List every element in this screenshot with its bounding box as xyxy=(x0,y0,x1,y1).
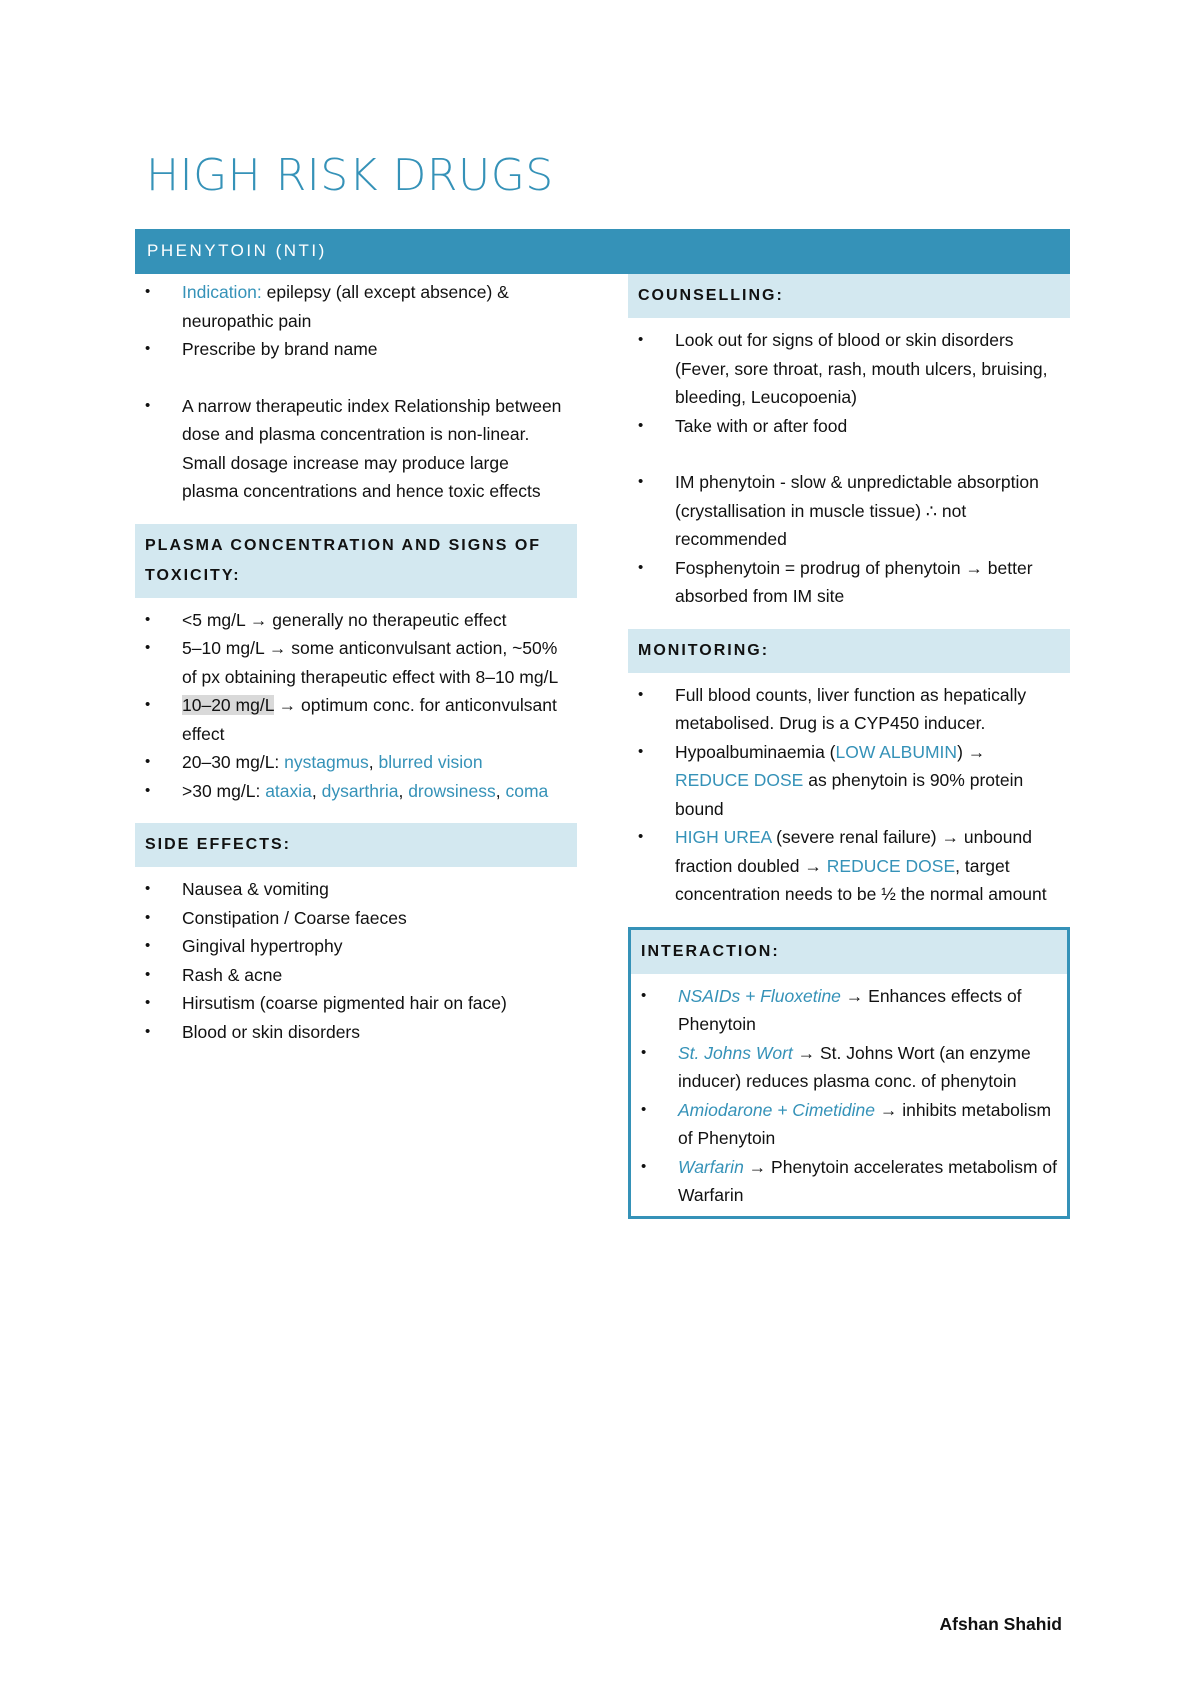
item-text: Blood or skin disorders xyxy=(182,1021,360,1042)
list-item xyxy=(628,326,1070,412)
item-text: A narrow therapeutic index Relationship between dose and plasma concentration is non-linear. Small dosage increase may produce large plasma concentrations and hence toxic effects xyxy=(182,395,562,501)
list-item xyxy=(135,278,577,335)
side-effects-list xyxy=(135,867,577,1046)
list-item xyxy=(628,554,1070,611)
list-item xyxy=(628,681,1070,738)
item-text: Nausea & vomiting xyxy=(182,879,329,899)
list-item xyxy=(628,823,1070,909)
item-text: Hypoalbuminaemia ( xyxy=(675,741,836,762)
list-item xyxy=(135,335,577,364)
interaction-list xyxy=(631,974,1067,1216)
list-item xyxy=(628,738,1070,824)
monitoring-list xyxy=(628,673,1070,909)
list-item xyxy=(135,1018,577,1047)
item-text: → inhibits metabolism of Phenytoin xyxy=(678,1099,1052,1148)
counselling-list xyxy=(628,318,1070,611)
highlighted-text: REDUCE DOSE xyxy=(826,855,956,876)
list-item xyxy=(135,691,577,748)
list-item xyxy=(631,1039,1067,1096)
item-text: Constipation / Coarse faeces xyxy=(182,907,407,928)
list-item xyxy=(628,412,1070,441)
list-item xyxy=(135,777,577,806)
intro-list xyxy=(135,274,577,506)
interaction-box xyxy=(628,927,1070,1219)
item-text: as phenytoin is 90% protein bound xyxy=(675,770,1024,819)
author-name: Afshan Shahid xyxy=(939,1614,1062,1634)
highlighted-text: drowsiness xyxy=(408,780,496,801)
interaction-heading: INTERACTION: xyxy=(631,930,1067,974)
list-item xyxy=(135,748,577,777)
highlighted-text: coma xyxy=(505,780,549,801)
drug-header-label: PHENYTOIN (NTI) xyxy=(147,241,327,260)
list-item xyxy=(135,606,577,635)
list-item xyxy=(135,961,577,990)
item-text: Look out for signs of blood or skin disorders (Fever, sore throat, rash, mouth ulcers, bruising, bleeding, Leucopoenia) xyxy=(675,330,1048,407)
list-item xyxy=(135,392,577,506)
list-item xyxy=(631,982,1067,1039)
highlighted-text: HIGH UREA xyxy=(675,827,772,847)
highlighted-text: St. Johns Wort xyxy=(678,1042,793,1063)
item-text: 20–30 mg/L: xyxy=(182,752,285,772)
page-title: HIGH RISK DRUGS xyxy=(146,150,554,201)
list-item xyxy=(135,634,577,691)
highlighted-text: LOW ALBUMIN xyxy=(835,741,958,762)
item-text: , xyxy=(495,780,506,801)
item-text: Rash & acne xyxy=(182,964,283,985)
list-item xyxy=(135,989,577,1018)
left-column xyxy=(135,274,577,1046)
item-text: IM phenytoin - slow & unpredictable absorption (crystallisation in muscle tissue) ∴ not recommended xyxy=(675,472,1039,549)
item-text: , xyxy=(311,780,322,801)
plasma-list xyxy=(135,598,577,806)
list-item xyxy=(135,875,577,904)
item-text: → St. Johns Wort (an enzyme inducer) reduces plasma conc. of phenytoin xyxy=(678,1042,1031,1091)
list-item xyxy=(135,904,577,933)
plasma-section-heading: PLASMA CONCENTRATION AND SIGNS OF TOXICITY: xyxy=(135,524,577,598)
item-text: Prescribe by brand name xyxy=(182,339,378,359)
item-text: , xyxy=(398,780,409,801)
item-text: , xyxy=(368,752,379,772)
monitoring-heading: MONITORING: xyxy=(628,629,1070,673)
highlighted-text: nystagmus xyxy=(284,752,369,772)
item-text: (severe renal failure) → unbound fraction doubled → xyxy=(675,827,1032,876)
highlighted-text: blurred vision xyxy=(378,752,483,772)
item-text: , target concentration needs to be ½ the normal amount xyxy=(675,855,1047,904)
item-text: Hirsutism (coarse pigmented hair on face) xyxy=(182,993,507,1013)
item-text: → Enhances effects of Phenytoin xyxy=(678,985,1022,1034)
list-item xyxy=(135,932,577,961)
highlighted-text: 10–20 mg/L xyxy=(182,695,274,715)
item-text: → optimum conc. for anticonvulsant effect xyxy=(182,695,557,744)
highlighted-text: ataxia xyxy=(265,780,312,801)
item-text: <5 mg/L → generally no therapeutic effect xyxy=(182,609,507,630)
highlighted-text: Amiodarone + Cimetidine xyxy=(678,1099,875,1120)
item-text: epilepsy (all except absence) & neuropathic pain xyxy=(182,282,509,331)
item-text: ) → xyxy=(957,741,986,762)
item-text: Fosphenytoin = prodrug of phenytoin → better absorbed from IM site xyxy=(675,557,1033,606)
counselling-heading: COUNSELLING: xyxy=(628,274,1070,318)
drug-header-bar xyxy=(135,229,1070,274)
side-effects-heading: SIDE EFFECTS: xyxy=(135,823,577,867)
highlighted-text: Warfarin xyxy=(678,1156,744,1177)
item-text: Take with or after food xyxy=(675,415,848,436)
highlighted-text: NSAIDs + Fluoxetine xyxy=(678,985,841,1006)
highlighted-text: REDUCE DOSE xyxy=(675,770,804,790)
highlighted-text: dysarthria xyxy=(321,780,399,801)
right-column xyxy=(628,274,1070,1219)
list-item xyxy=(628,468,1070,554)
item-text: >30 mg/L: xyxy=(182,780,266,801)
item-text: 5–10 mg/L → some anticonvulsant action, ~50% of px obtaining therapeutic effect with 8–10 mg/L xyxy=(182,638,559,687)
list-item xyxy=(631,1096,1067,1153)
highlighted-text: Indication: xyxy=(182,282,262,302)
item-text: Gingival hypertrophy xyxy=(182,936,343,956)
list-item xyxy=(631,1153,1067,1210)
item-text: Full blood counts, liver function as hepatically metabolised. Drug is a CYP450 inducer. xyxy=(675,684,1027,733)
item-text: → Phenytoin accelerates metabolism of Warfarin xyxy=(678,1156,1058,1205)
